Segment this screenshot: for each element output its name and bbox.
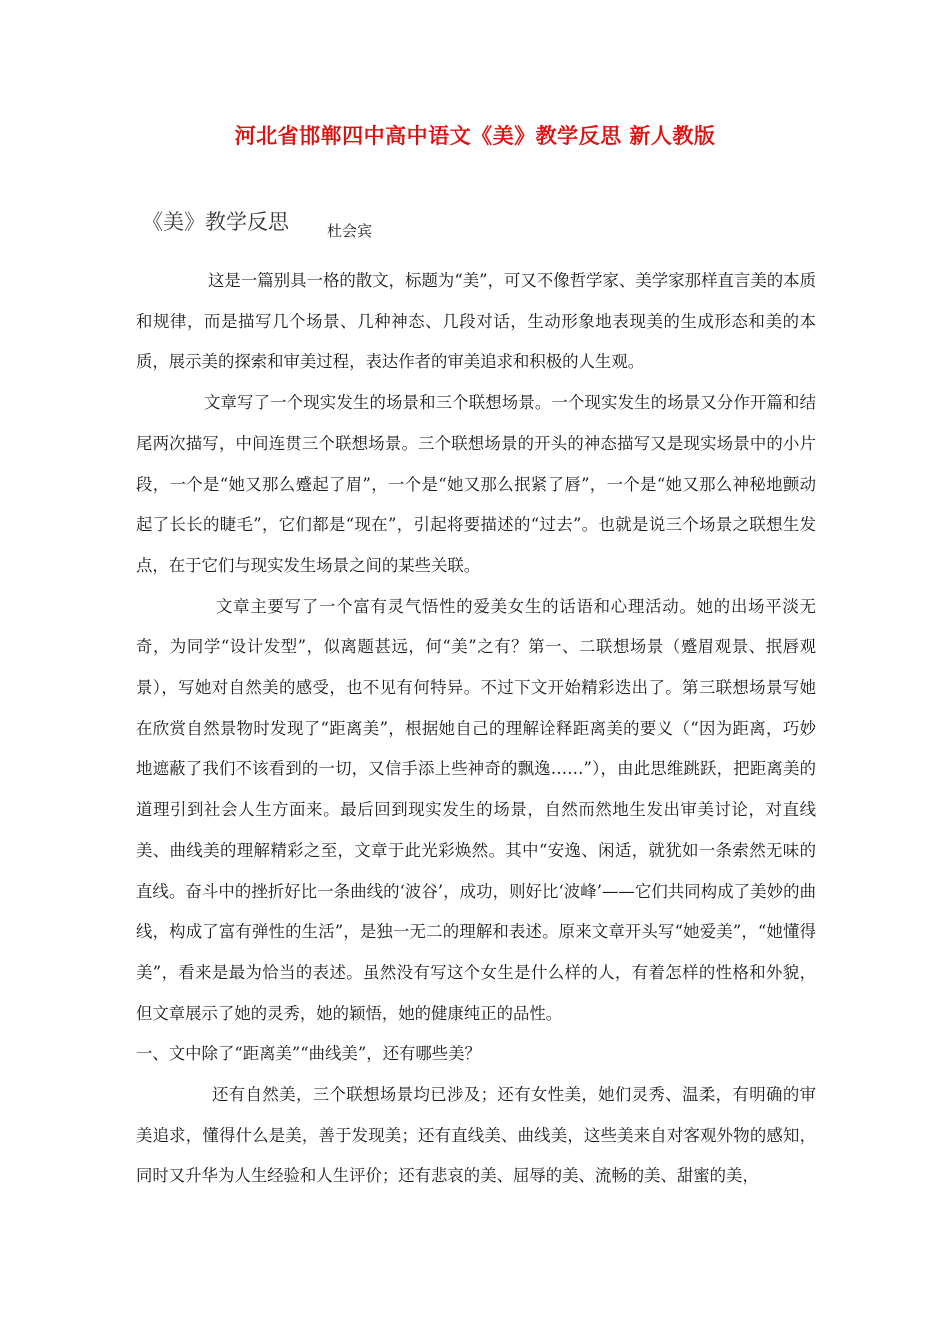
document-body xyxy=(136,261,816,1197)
paragraph-scenes: 文章写了一个现实发生的场景和三个联想场景。一个现实发生的场景又分作开篇和结尾两次描写，中间连贯三个联想场景。三个联想场景的开头的神态描写又是现实场景中的小片段，一个是“她又那么蹙起了眉”，一个是“她又那么抿紧了唇”，一个是“她又那么神秘地颤动起了长长的睫毛”，它们都是“现在”，引起将要描述的“过去”。也就是说三个场景之联想生发点，在于它们与现实发生场景之间的某些关联。 xyxy=(136,393,816,575)
question-heading: 一、文中除了“距离美”“曲线美”，还有哪些美？ xyxy=(136,1044,481,1064)
author-name: 杜会宾 xyxy=(327,222,373,240)
paragraph-analysis: 文章主要写了一个富有灵气悟性的爱美女生的话语和心理活动。她的出场平淡无奇，为同学“设计发型”，似离题甚远，何“美”之有？第一、二联想场景（蹙眉观景、抿唇观景），写她对自然美的感受，也不见有何特异。不过下文开始精彩迭出了。第三联想场景写她在欣赏自然景物时发现了“距离美”，根据她自己的理解诠释距离美的要义（“因为距离，巧妙地遮蔽了我们不该看到的一切，又信手添上些神奇的飘逸……”），由此思维跳跃，把距离美的道理引到社会人生方面来。最后回到现实发生的场景，自然而然地生发出审美讨论，对直线美、曲线美的理解精彩之至，文章于此光彩焕然。其中“安逸、闲适，就犹如一条索然无味的直线。奋斗中的挫折好比一条曲线的‘波谷’，成功，则好比‘波峰’——它们共同构成了美妙的曲线，构成了富有弹性的生活”，是独一无二的理解和表述。原来文章开头写“她爱美”，“她懂得美”，看来是最为恰当的表述。虽然没有写这个女生是什么样的人，有着怎样的性格和外貌，但文章展示了她的灵秀，她的颖悟，她的健康纯正的品性。 xyxy=(136,596,816,1023)
essay-heading: 《美》教学反思 xyxy=(142,210,289,234)
paragraph-intro: 这是一篇别具一格的散文，标题为“美”，可又不像哲学家、美学家那样直言美的本质和规律，而是描写几个场景、几种神态、几段对话，生动形象地表现美的生成形态和美的本质，展示美的探索和审美过程，表达作者的审美追求和积极的人生观。 xyxy=(136,271,816,372)
paragraph-answer: 还有自然美，三个联想场景均已涉及；还有女性美，她们灵秀、温柔，有明确的审美追求，懂得什么是美，善于发现美；还有直线美、曲线美，这些美来自对客观外物的感知，同时又升华为人生经验和人生评价；还有悲哀的美、屈辱的美、流畅的美、甜蜜的美， xyxy=(136,1085,816,1186)
document-title: 河北省邯郸四中高中语文《美》教学反思 新人教版 xyxy=(234,124,716,148)
